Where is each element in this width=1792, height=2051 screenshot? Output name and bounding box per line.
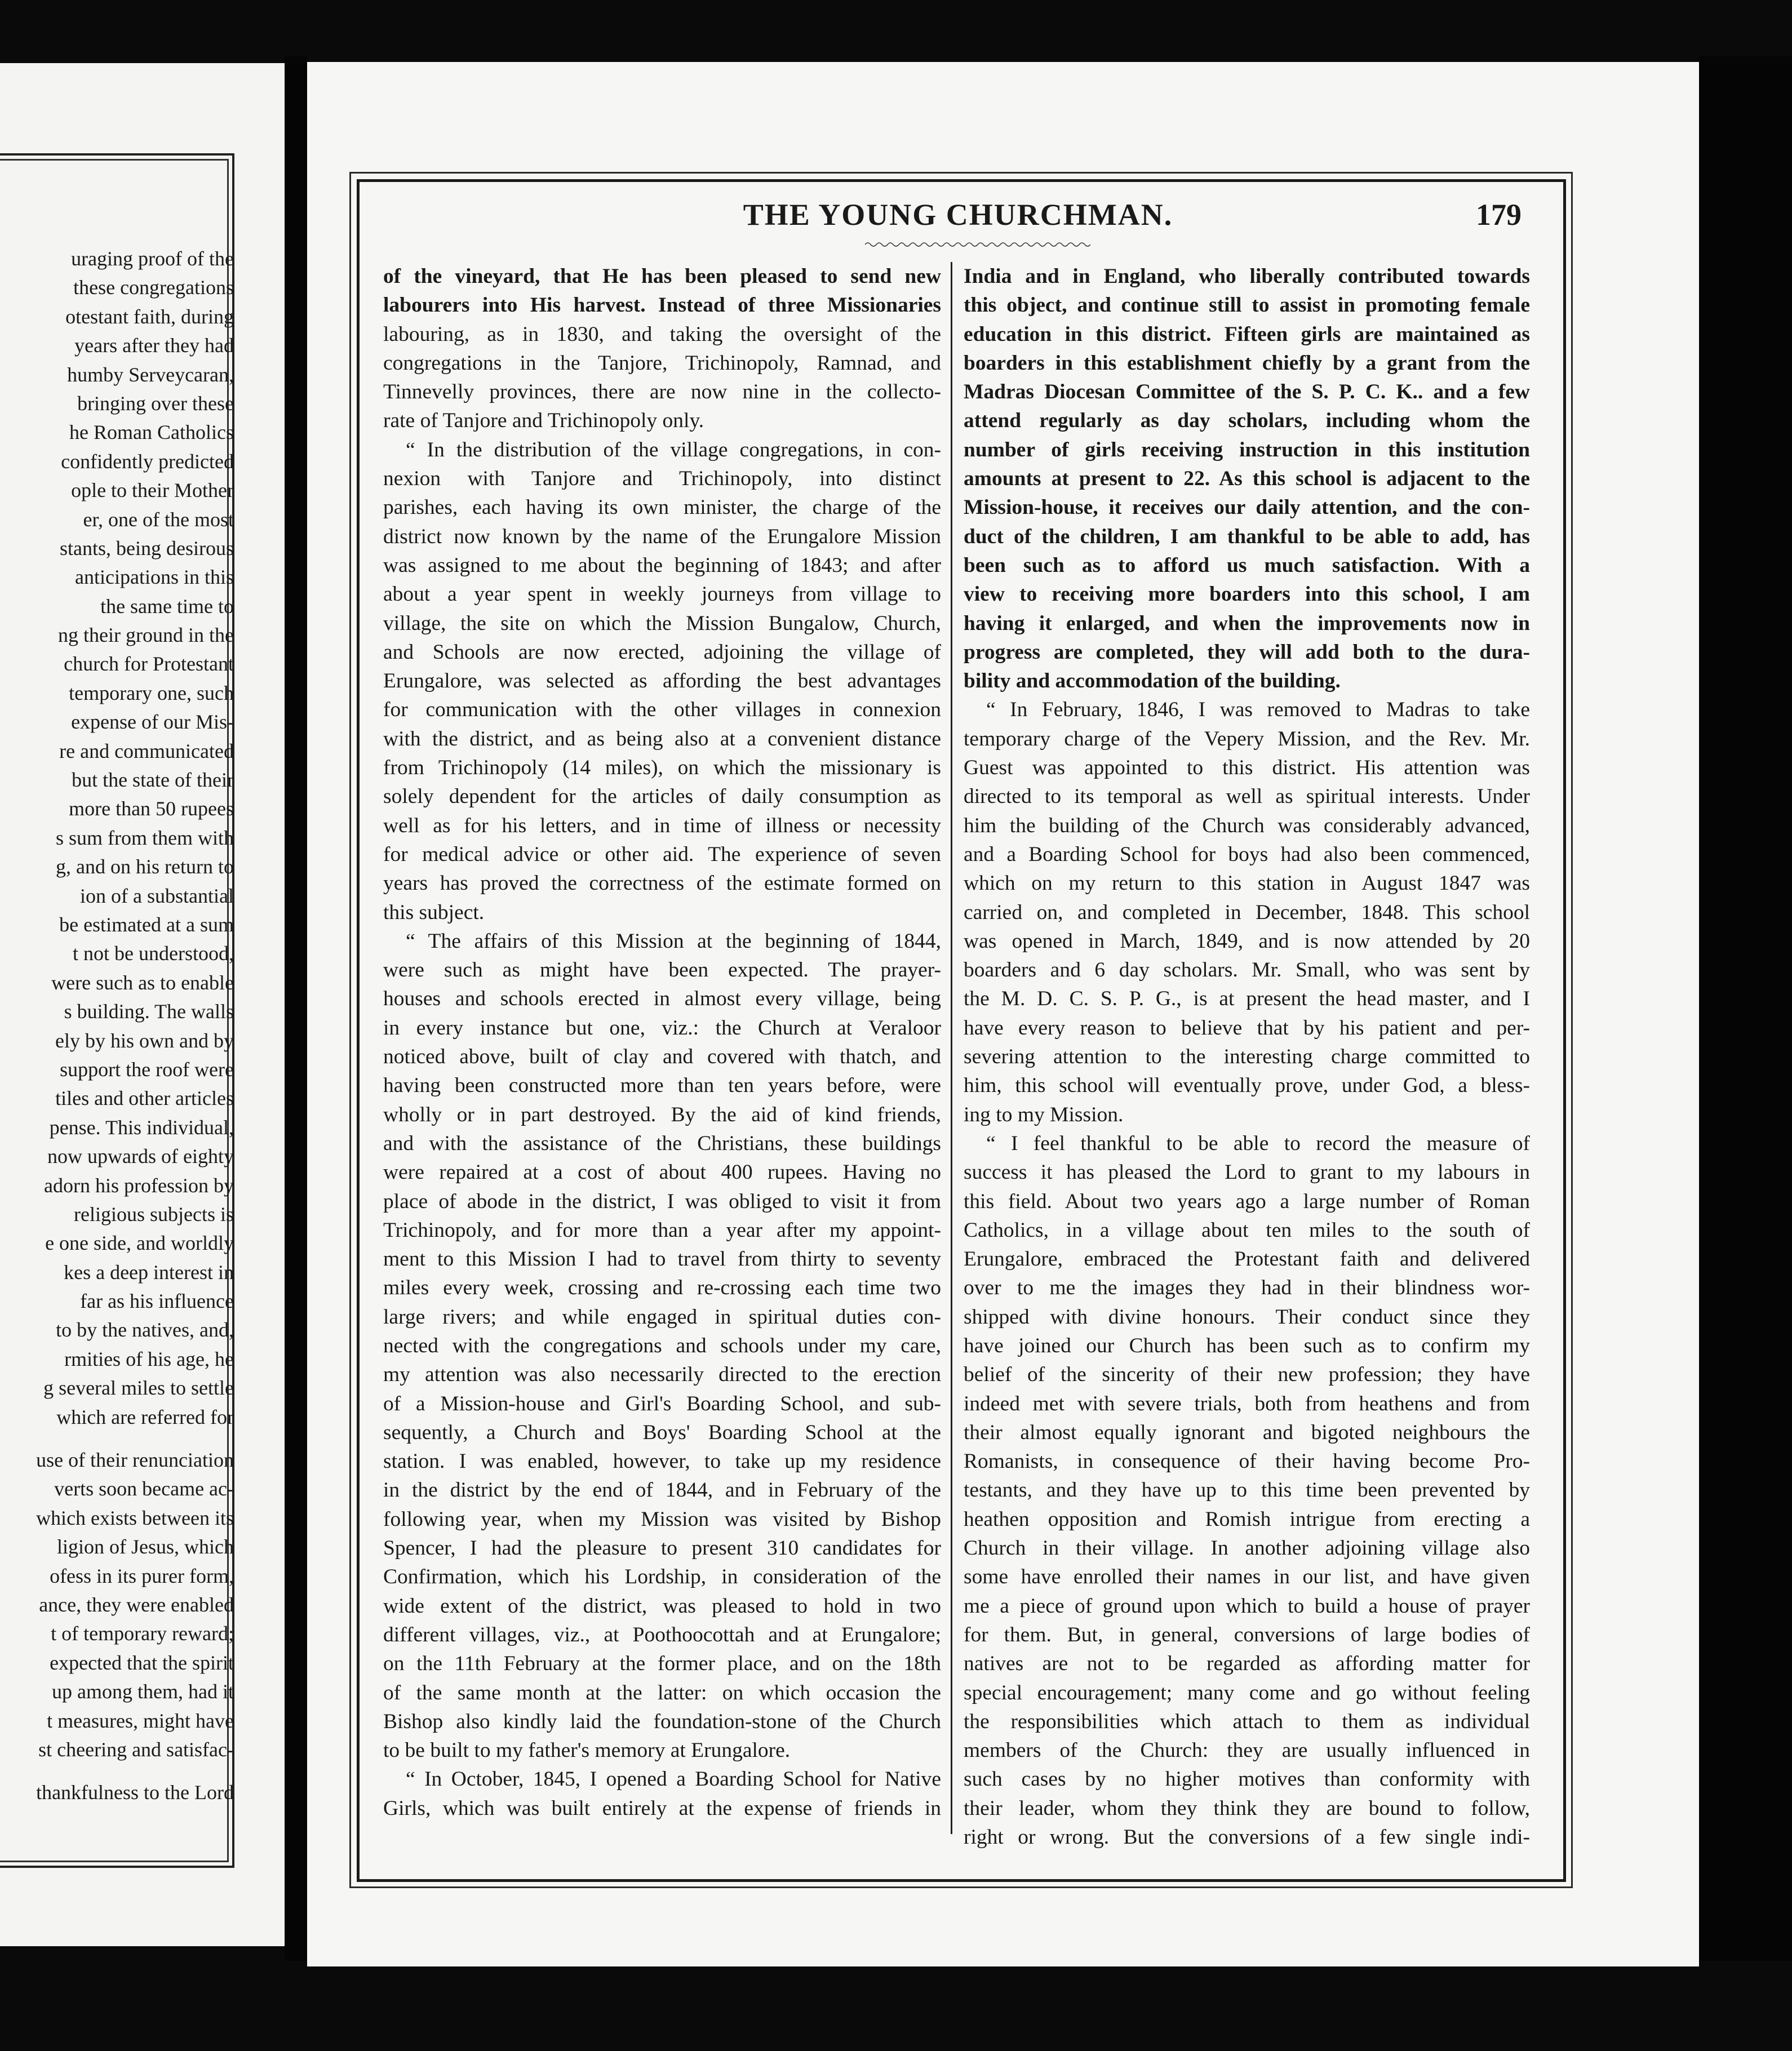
text-line: in every instance but one, viz.: the Church at Veraloor	[383, 1016, 941, 1040]
text-line: bility and accommodation of the building.	[964, 669, 1341, 693]
text-line: district now known by the name of the Erungalore Mission	[383, 525, 941, 548]
text-line: was opened in March, 1849, and is now attended by 20	[964, 929, 1530, 953]
text-line: large rivers; and while engaged in spiritual duties con-	[383, 1305, 941, 1329]
text-line: ion of a substantial	[80, 884, 234, 907]
text-line: and with the assistance of the Christians, these buildings	[383, 1131, 941, 1155]
text-line: Mission-house, it receives our daily attention, and the con-	[964, 496, 1530, 520]
text-line: for medical advice or other aid. The experience of seven	[383, 842, 941, 866]
text-line: directed to its temporal as well as spiritual interests. Under	[964, 785, 1530, 809]
text-line: “ I feel thankful to be able to record the measure of	[986, 1131, 1530, 1155]
text-line: Erungalore, embraced the Protestant faith and delivered	[964, 1248, 1530, 1271]
text-line: “ The affairs of this Mission at the beginning of 1844,	[406, 929, 941, 953]
text-line: miles every week, crossing and re-crossing each time two	[383, 1276, 941, 1300]
text-line: nected with the congregations and schools under my care,	[383, 1334, 941, 1357]
text-line: confidently predicted	[61, 450, 234, 473]
text-line: which are referred for	[56, 1405, 234, 1428]
text-line: well as for his letters, and in time of illness or necessity	[383, 814, 941, 837]
text-line: pense. This individual,	[49, 1116, 234, 1139]
text-line: labouring, as in 1830, and taking the oversight of the	[383, 322, 941, 346]
text-line: for them. But, in general, conversions of large bodies of	[964, 1623, 1530, 1646]
text-line: over to me the images they had in their blindness wor-	[964, 1276, 1530, 1300]
text-line: for communication with the other villages in connexion	[383, 698, 941, 722]
text-line: verts soon became ac-	[54, 1477, 234, 1500]
previous-page-text	[0, 245, 234, 1808]
text-line: this field. About two years ago a large number of Roman	[964, 1189, 1530, 1213]
text-line: humby Serveycaran,	[67, 363, 234, 386]
text-line: years after they had	[74, 334, 234, 357]
text-line: to by the natives, and,	[56, 1318, 234, 1342]
text-line: be estimated at a sum	[59, 913, 234, 936]
text-line: testants, and they have up to this time been prevented by	[964, 1479, 1530, 1502]
text-line: support the roof were	[60, 1058, 234, 1081]
text-line: place of abode in the district, I was obliged to visit it from	[383, 1189, 941, 1213]
text-line	[0, 1764, 234, 1778]
text-line: been such as to afford us much satisfaction. With a	[964, 553, 1530, 577]
text-line: wide extent of the district, was pleased to hold in two	[383, 1594, 941, 1618]
text-line: far as his influence	[80, 1290, 234, 1313]
text-line: were repaired at a cost of about 400 rupees. Having no	[383, 1161, 941, 1184]
text-line: solely dependent for the articles of daily consumption as	[383, 785, 941, 809]
text-line: uraging proof of the	[71, 247, 234, 270]
text-line: this subject.	[383, 900, 485, 924]
text-line: temporary charge of the Vepery Mission, and the Rev. Mr.	[964, 727, 1530, 751]
text-line: attend regularly as day scholars, including whom the	[964, 409, 1530, 433]
page-179	[307, 62, 1699, 1966]
text-line: nexion with Tanjore and Trichinopoly, into distinct	[383, 467, 941, 491]
text-line: sequently, a Church and Boys' Boarding School at the	[383, 1420, 941, 1444]
text-line: ople to their Mother	[71, 479, 234, 502]
text-line: view to receiving more boarders into this school, I am	[964, 583, 1530, 606]
text-line: the responsibilities which attach to them as individual	[964, 1710, 1530, 1733]
text-line: Madras Diocesan Committee of the S. P. C. K.. and a few	[964, 380, 1530, 404]
text-line: church for Protestant	[64, 652, 234, 676]
text-line: congregations in the Tanjore, Trichinopoly, Ramnad, and	[383, 351, 941, 375]
text-line: such cases by no higher motives than conformity with	[964, 1768, 1530, 1791]
text-line: carried on, and completed in December, 1848. This school	[964, 900, 1530, 924]
text-line: Erungalore, was selected as affording the best advantages	[383, 669, 941, 693]
text-line: rmities of his age, he	[64, 1347, 234, 1370]
text-line: indeed met with severe trials, both from heathens and from	[964, 1392, 1530, 1415]
text-line: anticipations in this	[75, 566, 234, 589]
column-divider	[951, 262, 952, 1834]
text-line: noticed above, built of clay and covered with thatch, and	[383, 1045, 941, 1069]
text-line: Tinnevelly provinces, there are now nine in the collecto-	[383, 380, 941, 404]
text-line: of a Mission-house and Girl's Boarding School, and sub-	[383, 1392, 941, 1415]
text-line: s sum from them with	[56, 826, 234, 849]
text-line: ofess in its purer form,	[50, 1564, 234, 1587]
text-line: temporary one, such	[69, 681, 234, 704]
text-line: India and in England, who liberally contributed towards	[964, 265, 1530, 288]
text-line: boarders in this establishment chiefly by a grant from the	[964, 351, 1530, 375]
text-line: severing attention to the interesting charge committed to	[964, 1045, 1530, 1069]
text-line: him, this school will eventually prove, under God, a bless-	[964, 1074, 1530, 1098]
text-line: following year, when my Mission was visited by Bishop	[383, 1507, 941, 1531]
text-line: ance, they were enabled	[39, 1593, 234, 1616]
text-line: e one side, and worldly	[45, 1232, 234, 1255]
text-line: me a piece of ground upon which to build a house of prayer	[964, 1594, 1530, 1618]
text-line: use of their renunciation	[36, 1449, 234, 1472]
text-line: t measures, might have	[47, 1709, 234, 1732]
text-line: expense of our Mis-	[71, 711, 234, 734]
text-line: members of the Church: they are usually influenced in	[964, 1739, 1530, 1763]
text-line: him the building of the Church was considerably advanced,	[964, 814, 1530, 837]
text-line: which on my return to this station in August 1847 was	[964, 872, 1530, 895]
text-line: Girls, which was built entirely at the expense of friends in	[383, 1796, 941, 1820]
text-line: boarders and 6 day scholars. Mr. Small, who was sent by	[964, 958, 1530, 982]
text-line: number of girls receiving instruction in this institution	[964, 438, 1530, 461]
text-line: my attention was also necessarily directed to the erection	[383, 1363, 941, 1387]
left-text-column	[383, 262, 941, 1823]
text-line: up among them, had it	[52, 1680, 234, 1703]
right-text-column	[964, 262, 1530, 1852]
text-line: s building. The walls	[64, 1000, 234, 1023]
text-line: Spencer, I had the pleasure to present 310 candidates for	[383, 1537, 941, 1560]
scan-margin	[1699, 56, 1792, 1961]
text-line: “ In February, 1846, I was removed to Madras to take	[986, 698, 1530, 722]
text-line: thankfulness to the Lord	[36, 1781, 234, 1804]
text-line: “ In the distribution of the village congregations, in con-	[406, 438, 941, 461]
text-line: parishes, each having its own minister, the charge of the	[383, 496, 941, 520]
text-line: shipped with divine honours. Their conduct since they	[964, 1305, 1530, 1329]
text-line: the M. D. C. S. P. G., is at present the head master, and I	[964, 987, 1530, 1011]
text-line: from Trichinopoly (14 miles), on which the missionary is	[383, 756, 941, 780]
text-line: heathen opposition and Romish intrigue from erecting a	[964, 1507, 1530, 1531]
text-line: belief of the sincerity of their new profession; they have	[964, 1363, 1530, 1387]
text-line	[0, 1432, 234, 1446]
text-line: their almost equally ignorant and bigoted neighbours the	[964, 1420, 1530, 1444]
text-line: expected that the spirit	[50, 1651, 234, 1674]
text-line: village, the site on which the Mission Bungalow, Church,	[383, 611, 941, 635]
journal-title: THE YOUNG CHURCHMAN.	[743, 198, 1173, 232]
text-line: rate of Tanjore and Trichinopoly only.	[383, 409, 704, 433]
text-line: tiles and other articles	[55, 1087, 234, 1110]
text-line: education in this district. Fifteen girls are maintained as	[964, 322, 1530, 346]
text-line: ment to this Mission I had to travel from thirty to seventy	[383, 1248, 941, 1271]
text-line: religious subjects is	[74, 1202, 234, 1226]
text-line: years has proved the correctness of the estimate formed on	[383, 872, 941, 895]
text-line: Confirmation, which his Lordship, in consideration of the	[383, 1565, 941, 1589]
text-line: Romanists, in consequence of their having become Pro-	[964, 1450, 1530, 1473]
text-line: stants, being desirous	[60, 536, 234, 560]
text-line: on the 11th February at the former place, and on the 18th	[383, 1652, 941, 1676]
text-line: their leader, whom they think they are bound to follow,	[964, 1796, 1530, 1820]
text-line: was assigned to me about the beginning of 1843; and after	[383, 553, 941, 577]
text-line: but the state of their	[72, 769, 234, 792]
text-line: of the vineyard, that He has been pleased to send new	[383, 265, 941, 288]
text-line: g, and on his return to	[56, 855, 234, 878]
text-line: to be built to my father's memory at Erungalore.	[383, 1739, 791, 1763]
text-line: having been constructed more than ten years before, were	[383, 1074, 941, 1098]
text-line: otestant faith, during	[65, 305, 234, 328]
text-line: t of temporary reward;	[51, 1622, 234, 1645]
page-number: 179	[1476, 198, 1522, 232]
text-line: and a Boarding School for boys had also been commenced,	[964, 842, 1530, 866]
text-line: amounts at present to 22. As this school is adjacent to the	[964, 467, 1530, 491]
text-line: having it enlarged, and when the improvements now in	[964, 611, 1530, 635]
text-line: station. I was enabled, however, to take up my residence	[383, 1450, 941, 1473]
text-line: Bishop also kindly laid the foundation-stone of the Church	[383, 1710, 941, 1733]
text-line: g several miles to settle	[43, 1377, 234, 1400]
text-line: of the same month at the latter: on which occasion the	[383, 1681, 941, 1704]
text-line: have joined our Church has been such as to confirm my	[964, 1334, 1530, 1357]
previous-page-fragment	[0, 63, 285, 1946]
text-line: these congregations	[73, 276, 234, 299]
text-line: Trichinopoly, and for more than a year after my appoint-	[383, 1218, 941, 1242]
text-line: different villages, viz., at Poothoocottah and at Erungalore;	[383, 1623, 941, 1646]
text-line: st cheering and satisfac-	[38, 1738, 234, 1761]
text-line: duct of the children, I am thankful to be able to add, has	[964, 525, 1530, 548]
text-line: bringing over these	[77, 392, 234, 415]
text-line: ligion of Jesus, which	[57, 1535, 234, 1559]
text-line: in the district by the end of 1844, and in February of the	[383, 1479, 941, 1502]
text-line: “ In October, 1845, I opened a Boarding School for Native	[406, 1768, 941, 1791]
text-line: Guest was appointed to this district. His attention was	[964, 756, 1530, 780]
text-line: now upwards of eighty	[47, 1145, 234, 1168]
text-line: he Roman Catholics	[69, 421, 234, 444]
text-line: the same time to	[100, 594, 234, 618]
text-line: right or wrong. But the conversions of a few single indi-	[964, 1826, 1530, 1849]
text-line: with the district, and as being also at a convenient distance	[383, 727, 941, 751]
text-line: and Schools are now erected, adjoining the village of	[383, 640, 941, 664]
text-line: some have enrolled their names in our list, and have given	[964, 1565, 1530, 1589]
text-line: re and communicated	[59, 739, 234, 762]
text-line: houses and schools erected in almost every village, being	[383, 987, 941, 1011]
text-line: Church in their village. In another adjoining village also	[964, 1537, 1530, 1560]
text-line: kes a deep interest in	[64, 1260, 234, 1284]
text-line: ng their ground in the	[58, 624, 234, 647]
text-line: which exists between its	[36, 1506, 234, 1529]
text-line: special encouragement; many come and go without feeling	[964, 1681, 1530, 1704]
page-gutter	[285, 56, 307, 1961]
text-line: wholly or in part destroyed. By the aid of kind friends,	[383, 1103, 941, 1126]
text-line: success it has pleased the Lord to grant to my labours in	[964, 1161, 1530, 1184]
text-line: about a year spent in weekly journeys from village to	[383, 583, 941, 606]
text-line: progress are completed, they will add both to the dura-	[964, 640, 1530, 664]
text-line: ely by his own and by	[55, 1029, 234, 1052]
text-line: adorn his profession by	[44, 1174, 234, 1197]
text-line: t not be understood,	[73, 942, 234, 965]
header-ornament	[865, 241, 1090, 248]
text-line: Catholics, in a village about ten miles to the south of	[964, 1218, 1530, 1242]
text-line: natives are not to be regarded as affording matter for	[964, 1652, 1530, 1676]
text-line: were such as might have been expected. The prayer-	[383, 958, 941, 982]
text-line: have every reason to believe that by his patient and per-	[964, 1016, 1530, 1040]
text-line: were such as to enable	[51, 971, 234, 994]
text-line: ing to my Mission.	[964, 1103, 1124, 1126]
text-line: more than 50 rupees	[69, 797, 234, 820]
text-line: er, one of the most	[83, 508, 234, 531]
text-line: labourers into His harvest. Instead of three Missionaries	[383, 294, 941, 317]
text-line: this object, and continue still to assist in promoting female	[964, 294, 1530, 317]
